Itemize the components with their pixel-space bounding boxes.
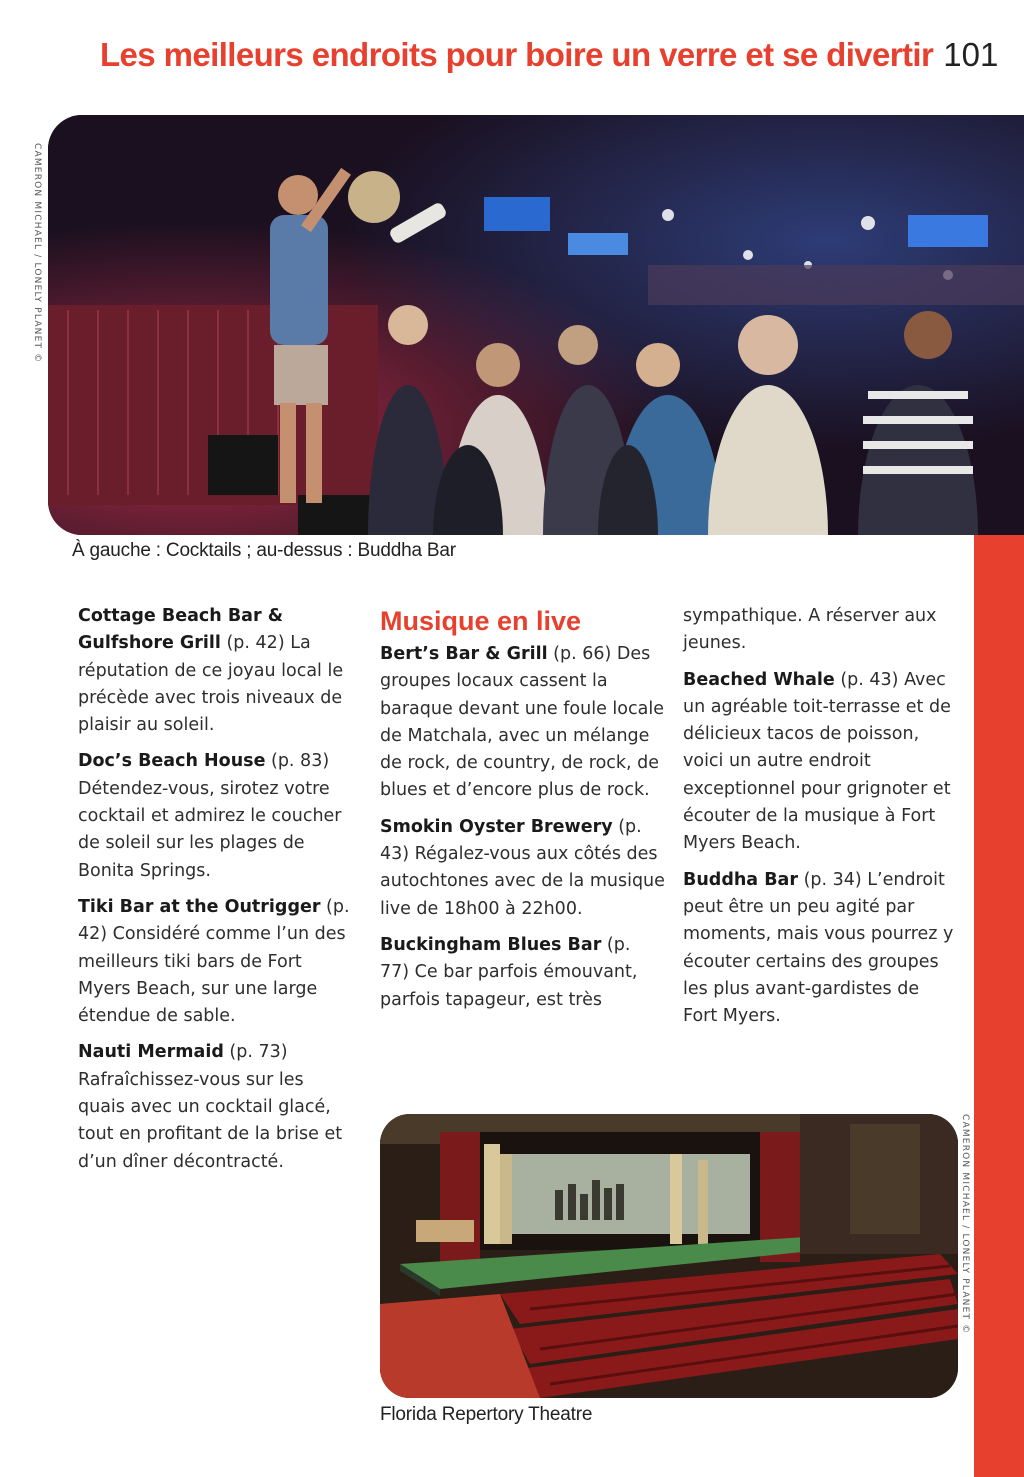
- page-title: Les meilleurs endroits pour boire un verre et se divertir: [100, 36, 934, 73]
- buddha-bar-photo: [48, 115, 1024, 535]
- entry-name: Bert’s Bar & Grill: [380, 644, 548, 664]
- entry-name: Beached Whale: [683, 669, 835, 690]
- column-1: [78, 603, 350, 1185]
- section-title-live-music: Musique en live: [380, 606, 582, 636]
- entry-buddha-bar: [683, 867, 958, 1031]
- entry-cottage-beach-bar: [78, 603, 350, 739]
- entry-beached-whale: [683, 667, 958, 858]
- entry-docs-beach-house: [78, 748, 350, 884]
- entry-text: (p. 42) La réputation de ce joyau local le précède avec trois niveaux de plaisir au soleil.: [78, 633, 344, 736]
- entry-tiki-bar: [78, 894, 350, 1030]
- entry-name: Cottage Beach Bar & Gulfshore Grill: [78, 606, 283, 654]
- theatre-illustration: [380, 1114, 958, 1398]
- entry-text: (p. 43) Régalez-vous aux côtés des autochtones avec de la musique live de 18h00 à 22h00.: [380, 816, 665, 919]
- entry-continuation: sympathique. A réserver aux jeunes.: [683, 606, 937, 654]
- entry-nauti-mermaid: [78, 1039, 350, 1175]
- entry-name: Buckingham Blues Bar: [380, 934, 602, 955]
- entry-name: Smokin Oyster Brewery: [380, 816, 613, 837]
- entry-text: (p. 73) Rafraîchissez-vous sur les quais avec un cocktail glacé, tout en profitant de la brise et d’un dîner décontracté.: [78, 1042, 343, 1172]
- photo-credit-top: CAMERON MICHAEL / LONELY PLANET ©: [32, 143, 42, 364]
- entry-name: Nauti Mermaid: [78, 1042, 224, 1063]
- entry-name: Doc’s Beach House: [78, 751, 266, 772]
- entry-smokin-oyster: [380, 814, 665, 923]
- entry-text: (p. 77) Ce bar parfois émouvant, parfois tapageur, est très: [380, 934, 638, 1010]
- column-3: [683, 603, 958, 1039]
- entry-text: (p. 42) Considéré comme l’un des meilleurs tiki bars de Fort Myers Beach, sur une large étendue de sable.: [78, 896, 350, 1027]
- entry-berts-bar: [380, 641, 665, 805]
- entry-name: Buddha Bar: [683, 869, 798, 890]
- page-number: 101: [943, 36, 999, 73]
- page-header: [100, 36, 999, 74]
- entry-buckingham-blues: [380, 932, 665, 1014]
- entry-text: (p. 43) Avec un agréable toit-terrasse et de délicieux tacos de poisson, voici un autre endroit exceptionnel pour grignoter et écouter de la musique à Fort Myers Beach.: [683, 669, 951, 854]
- photo-caption-bottom: Florida Repertory Theatre: [380, 1404, 593, 1425]
- concert-illustration: [48, 115, 1024, 535]
- entry-name: Tiki Bar at the Outrigger: [78, 896, 321, 917]
- photo-caption-top: À gauche : Cocktails ; au-dessus : Buddha Bar: [72, 540, 456, 561]
- theatre-photo: [380, 1114, 958, 1398]
- entry-text: (p. 34) L’endroit peut être un peu agité par moments, mais vous pourrez y écouter certains des groupes les plus avant-gardistes de Fort Myers.: [683, 869, 954, 1027]
- entry-text: (p. 66) Des groupes locaux cassent la baraque devant une foule locale de Matchala, avec un mélange de rock, de country, de rock, de blues et d’encore plus de rock.: [380, 644, 664, 801]
- column-2: [380, 603, 665, 1023]
- photo-credit-bottom: CAMERON MICHAEL / LONELY PLANET ©: [960, 1114, 970, 1335]
- entry-text: (p. 83) Détendez-vous, sirotez votre cocktail et admirez le coucher de soleil sur les plages de Bonita Springs.: [78, 751, 342, 881]
